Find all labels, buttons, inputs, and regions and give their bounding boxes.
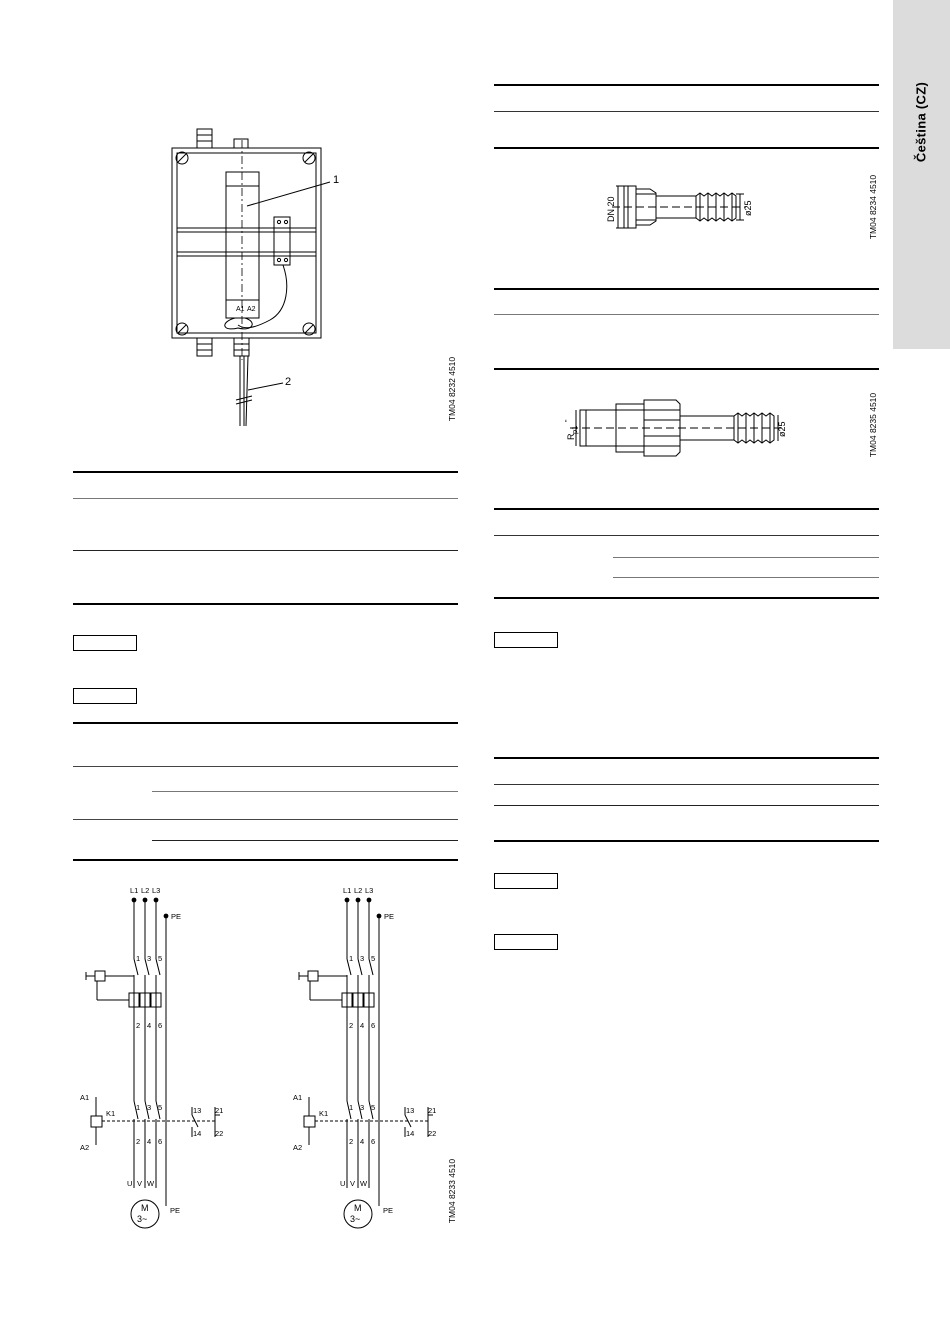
note-box <box>494 934 558 950</box>
phase-l1-label: L1 <box>130 886 139 895</box>
contact-label: 6 <box>371 1021 376 1030</box>
contact-label: 5 <box>371 1103 376 1112</box>
contact-label: 2 <box>136 1021 141 1030</box>
contact-label: 1 <box>136 954 141 963</box>
table-rule <box>73 819 458 820</box>
coil-a1-label: A1 <box>80 1093 90 1102</box>
motor-label: M <box>141 1203 149 1213</box>
pe-label: PE <box>171 912 182 921</box>
tm-code-wiring: TM04 8233 4510 <box>447 1158 457 1224</box>
motor-terminal-label: U <box>127 1179 133 1188</box>
thread-label: R <box>566 433 576 440</box>
motor-label: M <box>354 1203 362 1213</box>
terminal-a2-label: A2 <box>247 306 256 313</box>
motor-terminal-label: V <box>137 1179 143 1188</box>
table-rule <box>494 111 879 112</box>
table-rule <box>494 314 879 315</box>
dn-label: DN 20 <box>606 196 616 222</box>
motor-type-label: 3~ <box>350 1214 361 1224</box>
contact-label: 6 <box>371 1137 376 1146</box>
table-rule <box>494 597 879 599</box>
table-rule <box>494 84 879 86</box>
thread-sub-label: p1 <box>570 425 579 434</box>
contactor-label: K1 <box>319 1109 329 1118</box>
language-tab <box>893 0 950 349</box>
contact-label: 5 <box>158 1103 163 1112</box>
phase-l3-label: L3 <box>365 886 374 895</box>
contact-label: 5 <box>371 954 376 963</box>
contact-label: 4 <box>147 1021 152 1030</box>
contact-label: 1 <box>349 954 354 963</box>
aux-label: 21 <box>215 1106 224 1115</box>
contact-label: 6 <box>158 1137 163 1146</box>
table-rule <box>73 766 458 767</box>
table-rule <box>613 577 879 578</box>
motor-terminal-label: V <box>350 1179 356 1188</box>
aux-label: 13 <box>193 1106 202 1115</box>
contact-label: 2 <box>349 1137 354 1146</box>
contact-label: 4 <box>360 1137 365 1146</box>
note-box <box>494 632 558 648</box>
note-box <box>73 635 137 651</box>
tm-code-rp: TM04 8235 4510 <box>868 392 878 458</box>
contactor-label: K1 <box>106 1109 116 1118</box>
table-rule <box>73 603 458 605</box>
table-rule <box>152 791 458 792</box>
table-rule <box>494 508 879 510</box>
thread-sup-label: " <box>565 419 572 422</box>
contact-label: 3 <box>360 1103 365 1112</box>
aux-label: 14 <box>406 1129 415 1138</box>
pe-label: PE <box>383 1206 394 1215</box>
contact-label: 2 <box>136 1137 141 1146</box>
motor-type-label: 3~ <box>137 1214 148 1224</box>
aux-label: 22 <box>428 1129 437 1138</box>
contact-label: 4 <box>147 1137 152 1146</box>
motor-terminal-label: U <box>340 1179 346 1188</box>
control-box-diagram <box>160 120 340 440</box>
phase-l3-label: L3 <box>152 886 161 895</box>
pe-label: PE <box>384 912 395 921</box>
motor-terminal-label: W <box>360 1179 368 1188</box>
note-box <box>494 873 558 889</box>
table-rule <box>494 805 879 806</box>
contact-label: 3 <box>147 1103 152 1112</box>
table-rule <box>494 757 879 759</box>
diameter-label: ø25 <box>777 421 787 437</box>
phase-l2-label: L2 <box>141 886 150 895</box>
table-rule <box>494 368 879 370</box>
aux-label: 21 <box>428 1106 437 1115</box>
contact-label: 6 <box>158 1021 163 1030</box>
coil-a1-label: A1 <box>293 1093 303 1102</box>
wiring-diagrams <box>70 875 460 1235</box>
language-tab-label: Čeština (CZ) <box>913 81 929 163</box>
phase-l1-label: L1 <box>343 886 352 895</box>
contact-label: 3 <box>360 954 365 963</box>
contact-label: 4 <box>360 1021 365 1030</box>
coil-a2-label: A2 <box>293 1143 303 1152</box>
hose-adapter-rp1 <box>560 390 790 470</box>
table-rule <box>152 840 458 841</box>
table-rule <box>494 784 879 785</box>
aux-label: 14 <box>193 1129 202 1138</box>
table-rule <box>494 840 879 842</box>
phase-l2-label: L2 <box>354 886 363 895</box>
tm-code-dn20: TM04 8234 4510 <box>868 174 878 240</box>
contact-label: 1 <box>136 1103 141 1112</box>
terminal-a1-label: A1 <box>236 306 245 313</box>
table-rule <box>73 498 458 499</box>
contact-label: 5 <box>158 954 163 963</box>
note-box <box>73 688 137 704</box>
diameter-label: ø25 <box>743 200 753 216</box>
contact-label: 3 <box>147 954 152 963</box>
table-rule <box>73 859 458 861</box>
contact-label: 1 <box>349 1103 354 1112</box>
table-rule <box>73 471 458 473</box>
table-rule <box>494 288 879 290</box>
motor-terminal-label: W <box>147 1179 155 1188</box>
table-rule <box>494 535 879 536</box>
callout-2: 2 <box>285 376 292 388</box>
contact-label: 2 <box>349 1021 354 1030</box>
table-rule <box>73 722 458 724</box>
aux-label: 22 <box>215 1129 224 1138</box>
hose-adapter-dn20 <box>600 175 770 240</box>
callout-1: 1 <box>333 174 340 186</box>
coil-a2-label: A2 <box>80 1143 90 1152</box>
table-rule <box>494 147 879 149</box>
table-rule <box>73 550 458 551</box>
table-rule <box>613 557 879 558</box>
tm-code-box: TM04 8232 4510 <box>447 356 457 422</box>
pe-label: PE <box>170 1206 181 1215</box>
aux-label: 13 <box>406 1106 415 1115</box>
